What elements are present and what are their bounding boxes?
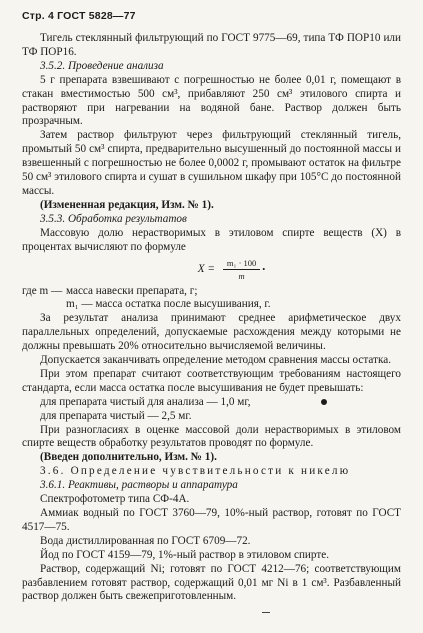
where-lead: где m — <box>22 284 63 297</box>
edit-note: (Измененная редакция, Изм. № 1). <box>40 198 214 211</box>
section-heading-3-5-2: 3.5.2. Проведение анализа <box>40 59 164 72</box>
paragraph: 5 г препарата взвешивают с погрешностью не более 0,01 г, помещают в стакан вместимостью 500 см³, прибавляют 250 см³ этилового спирта и растворяют при нагревании на водяной бане. Раствор должен быть прозрачным. <box>22 73 401 128</box>
where-text: m₁ — масса остатка после высушивания, г. <box>66 298 271 311</box>
paragraph: Затем раствор фильтруют через фильтрующий стеклянный тигель, промытый 50 см³ спирта, предварительно высушенный до постоянной массы и взвешенный с погрешностью не более 0,0002 г, промывают остаток на фильтре 50 см³ этилового спирта и сушат в сушильном шкафу при 105°С до постоянной массы. <box>22 129 401 197</box>
section-heading-3-6: 3.6. Определение чувствительности к никелю <box>40 465 351 478</box>
formula-numerator: m₁ · 100 <box>223 258 260 270</box>
scan-mark <box>262 612 270 613</box>
paragraph: Массовую долю нерастворимых в этиловом спирте веществ (X) в процентах вычисляют по формуле <box>22 226 401 253</box>
formula-lhs: X = <box>197 263 215 275</box>
list-item-text: для препарата чистый для анализа — 1,0 мг, <box>40 395 251 408</box>
where-text: масса навески препарата, г; <box>66 284 198 297</box>
paragraph: Раствор, содержащий Ni; готовят по ГОСТ 4212—76; соответствующим разбавлением готовят раствор, содержащий 0,01 мг Ni в 1 см³. Разбавленный раствор должен быть свежеприготовленным. <box>22 562 401 603</box>
paragraph: При разногласиях в оценке массовой доли нерастворимых в этиловом спирте веществ обработку результатов проводят по формуле. <box>22 423 401 450</box>
where-line <box>22 298 401 312</box>
paragraph: За результат анализа принимают среднее арифметическое двух параллельных определений, допускаемые расхождения между которыми не должны превышать 20% относительно вычисляемой величины. <box>22 312 401 353</box>
paragraph: Спектрофотометр типа СФ-4А. <box>40 493 190 506</box>
paragraph: Тигель стеклянный фильтрующий по ГОСТ 9775—69, типа ТФ ПОР10 или ТФ ПОР16. <box>22 32 401 58</box>
formula-fraction <box>223 258 260 281</box>
list-item <box>22 396 401 410</box>
paragraph: Вода дистиллированная по ГОСТ 6709—72. <box>40 534 251 547</box>
paragraph: Йод по ГОСТ 4159—79, 1%-ный раствор в этиловом спирте. <box>40 548 330 561</box>
paragraph: Допускается заканчивать определение методом сравнения массы остатка. <box>40 354 392 367</box>
formula-mark: • <box>262 264 266 274</box>
formula <box>62 258 401 281</box>
edit-note: (Введен дополнительно, Изм. № 1). <box>40 451 217 464</box>
paragraph: Аммиак водный по ГОСТ 3760—79, 10%-ный раствор, готовят по ГОСТ 4517—75. <box>22 507 401 533</box>
section-heading-3-5-3: 3.5.3. Обработка результатов <box>40 212 187 225</box>
where-line <box>22 285 401 299</box>
page-header: Стр. 4 ГОСТ 5828—77 <box>22 10 136 22</box>
list-item: для препарата чистый — 2,5 мг. <box>40 409 192 422</box>
bullet-mark <box>321 399 327 405</box>
formula-denominator: m <box>238 270 245 281</box>
section-heading-3-6-1: 3.6.1. Реактивы, растворы и аппаратура <box>40 479 238 492</box>
paragraph: При этом препарат считают соответствующим требованиям настоящего стандарта, если масса остатка после высушивания не будет превышать: <box>22 367 401 394</box>
